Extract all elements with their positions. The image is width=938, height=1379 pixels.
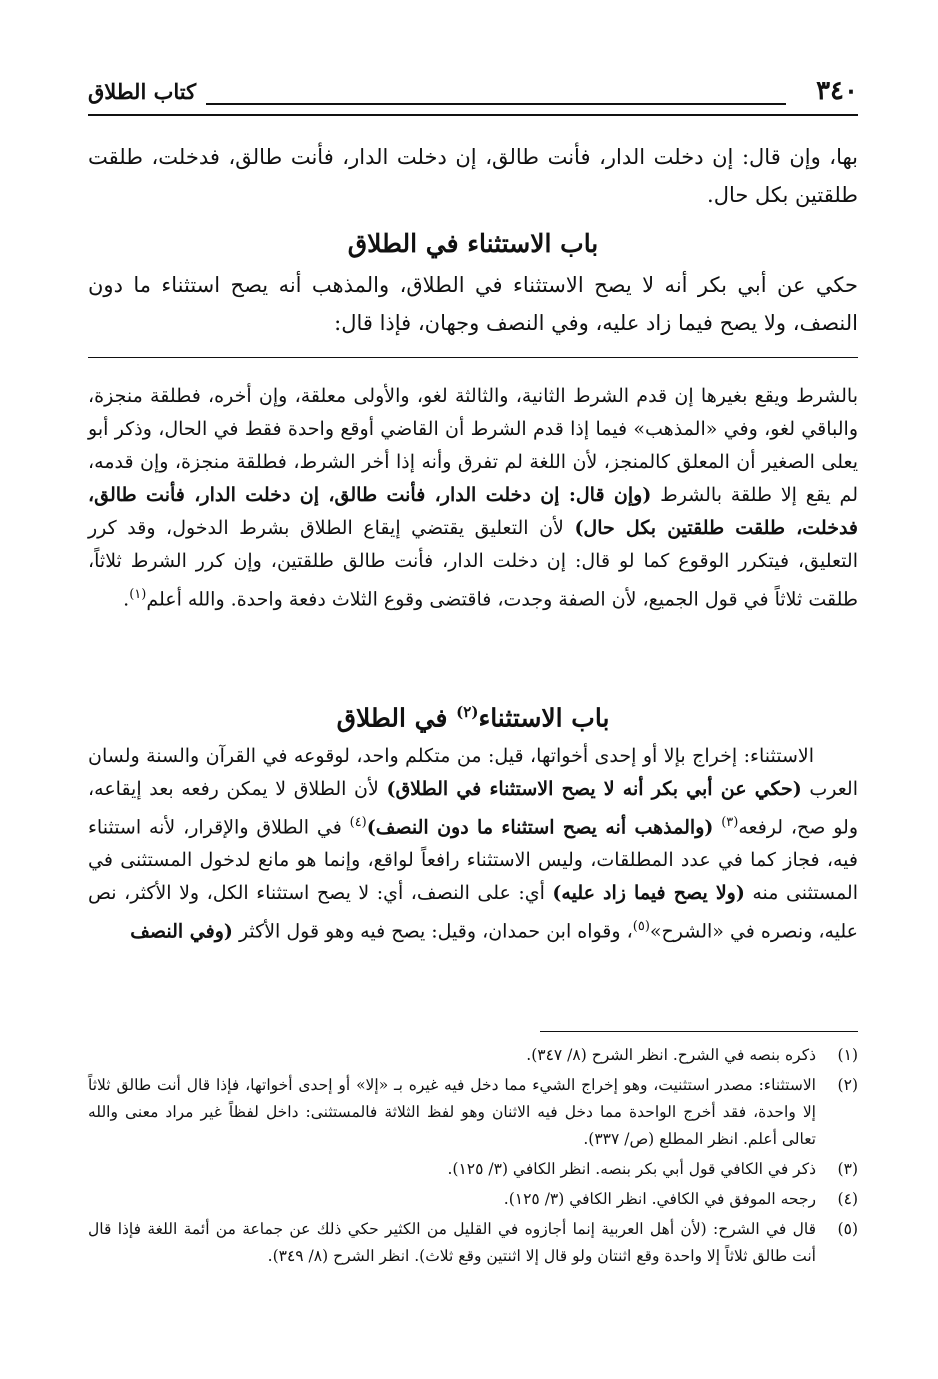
footnote-ref: (٤): [349, 815, 367, 830]
matn-paragraph: حكي عن أبي بكر أنه لا يصح الاستثناء في الطلاق، والمذهب أنه يصح استثناء ما دون النصف، ولا يصح فيما زاد عليه، وفي النصف وجهان، فإذا قال:: [88, 273, 858, 335]
footnote-ref: (٣): [721, 815, 739, 830]
commentary-text: ، وقواه ابن حمدان، وقيل: يصح فيه وهو قول الأكثر: [232, 920, 633, 943]
footnote-ref: (٥): [632, 919, 650, 935]
matn-quote: (وفي النصف: [130, 920, 233, 943]
footnote-number: (٢): [837, 1076, 858, 1094]
page-header: [88, 74, 858, 114]
footnote-number: (٣): [837, 1160, 858, 1178]
matn-body-text: [88, 266, 858, 342]
chapter-title-text: باب الاستثناء: [478, 703, 610, 733]
footnote-number: (٥): [837, 1220, 858, 1238]
footnote-item: [88, 1186, 858, 1213]
matn-top-text: [88, 138, 858, 214]
footnote-text: الاستثناء: مصدر استثنيت، وهو إخراج الشيء مما دخل فيه غيره بـ «إلا» أو إحدى أخواتها، فإذا قال أنت طالق ثلاثاً إلا واحدة، فقد أخرج الواحدة مما دخل فيه الاثنان وهو لفظ الثلاثة فالمستثنى: داخل لفظاً غير مراد معنى والله تعالى أعلم. انظر المطلع (ص/ ٣٣٧).: [88, 1076, 816, 1148]
matn-quote: (حكي عن أبي بكر أنه لا يصح الاستثناء في الطلاق): [386, 778, 802, 800]
footnote-number: (٤): [837, 1190, 858, 1208]
commentary-paragraph: [88, 380, 858, 616]
commentary-text: لأن الطلاق لا يمكن رفعه بعد إيقاعه، ولو صح، لرفعه: [88, 778, 858, 839]
footnote-item: [88, 1042, 858, 1069]
matn-quote: (والمذهب أنه يصح استثناء ما دون النصف): [366, 816, 714, 839]
matn-commentary-divider: [88, 357, 858, 358]
footnote-text: ذكر في الكافي قول أبي بكر بنصه. انظر الكافي (٣/ ١٢٥).: [447, 1160, 816, 1178]
commentary-block-1: [88, 380, 858, 616]
commentary-text: .: [123, 588, 130, 611]
commentary-text: في الطلاق والإقرار، لأنه استثناء فيه، فجاز كما في عدد المطلقات، وليس الاستثناء رافعاً لواقع، وإنما هو مانع لدخول المستثنى في المستثنى منه: [88, 816, 858, 905]
commentary-text: الاستثناء: إخراج بإلا أو إحدى أخواتها، قيل: من متكلم واحد، لوقوعه في القرآن والسنة ولسان العرب: [88, 745, 858, 800]
header-rule: [88, 114, 858, 116]
page-number: ٣٤٠: [816, 76, 858, 106]
commentary-chapter-title: [88, 690, 858, 740]
footnote-text: قال في الشرح: (لأن أهل العربية إنما أجازوه في القليل من الكثير حكي ذلك عن جماعة من أئمة اللغة فإذا قال أنت طالق ثلاثاً إلا واحدة وقع اثنتان ولو قال إلا اثنتين وقع ثلاث). انظر الشرح (٨/ ٣٤٩).: [88, 1220, 816, 1265]
header-short-rule: [206, 103, 786, 105]
matn-chapter-title: باب الاستثناء في الطلاق: [347, 229, 599, 258]
commentary-paragraph: [88, 740, 858, 949]
matn-quote: (ولا يصح فيما زاد عليه): [552, 882, 745, 905]
footnote-text: ذكره بنصه في الشرح. انظر الشرح (٨/ ٣٤٧).: [526, 1046, 816, 1064]
footnote-item: [88, 1072, 858, 1153]
commentary-text: لأن التعليق يقتضي إيقاع الطلاق بشرط الدخول، وقد كرر التعليق، فيتكرر الوقوع كما لو قال: إن دخلت الدار، فأنت طالق طلقتين، وإن كرر الشرط ثلاثاً، طلقت ثلاثاً في قول الجميع، لأن الصفة وجدت، فاقتضى وقوع الثلاث دفعة واحدة. والله أعلم: [88, 517, 858, 611]
footnote-number: (١): [837, 1046, 858, 1064]
footnote-ref: (١): [129, 587, 147, 602]
commentary-text: أي: على النصف، أي: لا يصح استثناء الكل، ولا الأكثر، نص عليه، ونصره في «الشرح»: [88, 882, 858, 943]
running-title: كتاب الطلاق: [88, 79, 197, 104]
commentary-text: بالشرط ويقع بغيرها إن قدم الشرط الثانية، والثالثة لغو، والأولى معلقة، وإن أخره، فطلقة منجزة، والباقي لغو، وفي «المذهب» فيما إذا قدم الشرط أن القاضي أوقع واحدة فقط في الحال، وذكر أبو يعلى الصغير أن المعلق كالمنجز، لأن اللغة لم تفرق وأنه إذا أخر الشرط، فطلقة منجزة، وإن قدمه، لم يقع إلا طلقة بالشرط: [88, 385, 858, 506]
commentary-block-2: [88, 740, 858, 949]
chapter-title-text: في الطلاق: [336, 703, 457, 733]
footnote-ref: (٢): [456, 703, 479, 721]
footnote-item: [88, 1216, 858, 1270]
footnote-separator: [540, 1031, 858, 1032]
footnote-text: رجحه الموفق في الكافي. انظر الكافي (٣/ ١٢٥).: [503, 1190, 816, 1208]
matn-paragraph: بها، وإن قال: إن دخلت الدار، فأنت طالق، إن دخلت الدار، فأنت طالق، فدخلت، طلقت طلقتين بكل حال.: [88, 145, 858, 207]
footnote-item: [88, 1156, 858, 1183]
matn-quote: (وإن قال: إن دخلت الدار، فأنت طالق، إن دخلت الدار، فأنت طالق، فدخلت، طلقت طلقتين بكل حال): [88, 484, 858, 539]
footnotes: [88, 1042, 858, 1270]
